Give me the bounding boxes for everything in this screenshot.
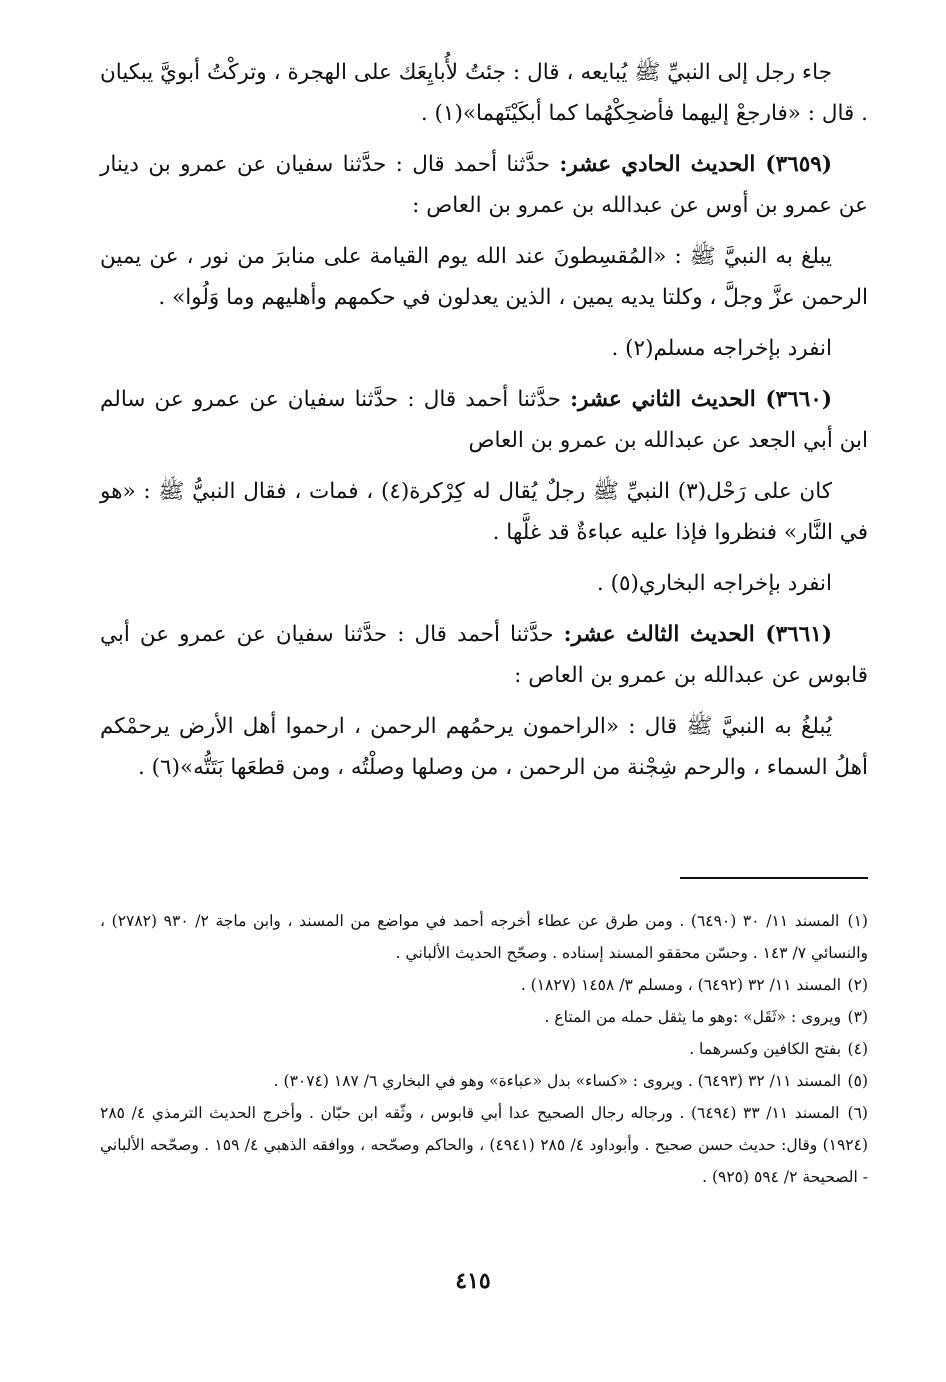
paragraph-hadith-text: يبلغ به النبيَّ ﷺ : «المُقسِطونَ عند الله يوم القيامة على منابرَ من نور ، عن يمين الرحمن عزَّ وجلَّ ، وكلتا يديه يمين ، الذين يعدلون في حكمهم وأهليهم وما وَلُوا» . xyxy=(100,244,868,310)
footnote-text: المسند ١١/ ٣٠ (٦٤٩٠) . ومن طرق عن عطاء أخرجه أحمد في مواضع من المسند ، وابن ماجة ٢/ ٩٣٠ (٢٧٨٢) ، والنسائي ٧/ ١٤٣ . وحسّن محققو المسند إسناده . وصحّح الحديث الألباني . xyxy=(100,912,868,962)
footnote xyxy=(100,969,868,1001)
main-text xyxy=(100,52,868,798)
footnote-number: (٣) xyxy=(847,1008,868,1026)
paragraph-hadith-text: يُبلغُ به النبيَّ ﷺ قال : «الراحمون يرحمُهم الرحمن ، ارحموا أهل الأرض يرحمْكم أهلُ السماء ، والرحم شِجْنة من الرحمن ، من وصلها وصلْتُه ، ومن قطعَها بَتَتُّه»(٦) . xyxy=(100,714,868,780)
footnote-number: (١) xyxy=(847,912,868,930)
hadith-header xyxy=(100,614,868,696)
hadith-chain: حدَّثنا أحمد قال : حدَّثنا سفيان عن عمرو بن دينار عن عمرو بن أوس عن عبدالله بن عمرو بن العاص : xyxy=(100,152,868,218)
footnote xyxy=(100,1097,868,1193)
hadith-chain: حدَّثنا أحمد قال : حدَّثنا سفيان عن عمرو عن أبي قابوس عن عبدالله بن عمرو بن العاص : xyxy=(100,622,868,688)
hadith-number-title: (٣٦٥٩) الحديث الحادي عشر: xyxy=(559,152,832,177)
footnote-number: (٤) xyxy=(847,1040,868,1058)
footnote-number: (٢) xyxy=(847,976,868,994)
footnote xyxy=(100,1065,868,1097)
hadith-number-title: (٣٦٦١) الحديث الثالث عشر: xyxy=(563,622,832,647)
footnote-number: (٦) xyxy=(847,1104,868,1122)
paragraph-hadith-text: كان على رَحْل(٣) النبيِّ ﷺ رجلٌ يُقال له كِرْكرة(٤) ، فمات ، فقال النبيُّ ﷺ : «هو في النَّار» فنظروا فإذا عليه عباءةٌ قد غلَّها . xyxy=(100,479,868,545)
footnote xyxy=(100,1001,868,1033)
footnote-text: المسند ١١/ ٣٢ (٦٤٩٣) . ويروى : «كساء» بدل «عباءة» وهو في البخاري ٦/ ١٨٧ (٣٠٧٤) . xyxy=(273,1072,842,1090)
paragraph-source: انفرد بإخراجه البخاري(٥) . xyxy=(596,571,832,596)
footnote-text: المسند ١١/ ٣٢ (٦٤٩٢) ، ومسلم ٣/ ١٤٥٨ (١٨٢٧) . xyxy=(520,976,842,994)
hadith-number-title: (٣٦٦٠) الحديث الثاني عشر: xyxy=(570,387,833,412)
paragraph-hadith-text: جاء رجل إلى النبيِّ ﷺ يُبايعه ، قال : جئتُ لأُبايِعَك على الهجرة ، وتركْتُ أبويَّ يبكيان . قال : «فارجعْ إليهما فأضحِكْهُما كما أبكَيْتَهما»(١) . xyxy=(100,60,868,126)
hadith-header xyxy=(100,144,868,226)
hadith-header xyxy=(100,379,868,461)
footnote-text: ويروى : «ثَقَل» :وهو ما يثقل حمله من المتاع . xyxy=(544,1008,842,1026)
page-number: ٤١٥ xyxy=(455,1268,491,1294)
footnotes xyxy=(100,905,868,1193)
footnote xyxy=(100,905,868,969)
footnote-text: بفتح الكافين وكسرهما . xyxy=(689,1040,842,1058)
footnote-separator xyxy=(680,877,868,879)
paragraph-source: انفرد بإخراجه مسلم(٢) . xyxy=(611,336,832,361)
footnote-number: (٥) xyxy=(847,1072,868,1090)
hadith-chain: حدَّثنا أحمد قال : حدَّثنا سفيان عن عمرو عن سالم ابن أبي الجعد عن عبدالله بن عمرو بن العاص xyxy=(100,387,868,453)
footnote xyxy=(100,1033,868,1065)
footnote-text: المسند ١١/ ٣٣ (٦٤٩٤) . ورجاله رجال الصحيح عدا أبي قابوس ، وثّقه ابن حبّان . وأخرج الحديث الترمذي ٤/ ٢٨٥ (١٩٢٤) وقال: حديث حسن صحيح . وأبوداود ٤/ ٢٨٥ (٤٩٤١) ، والحاكم وصحّحه ، ووافقه الذهبي ٤/ ١٥٩ . وصحّحه الألباني - الصحيحة ٢/ ٥٩٤ (٩٢٥) . xyxy=(100,1104,868,1186)
